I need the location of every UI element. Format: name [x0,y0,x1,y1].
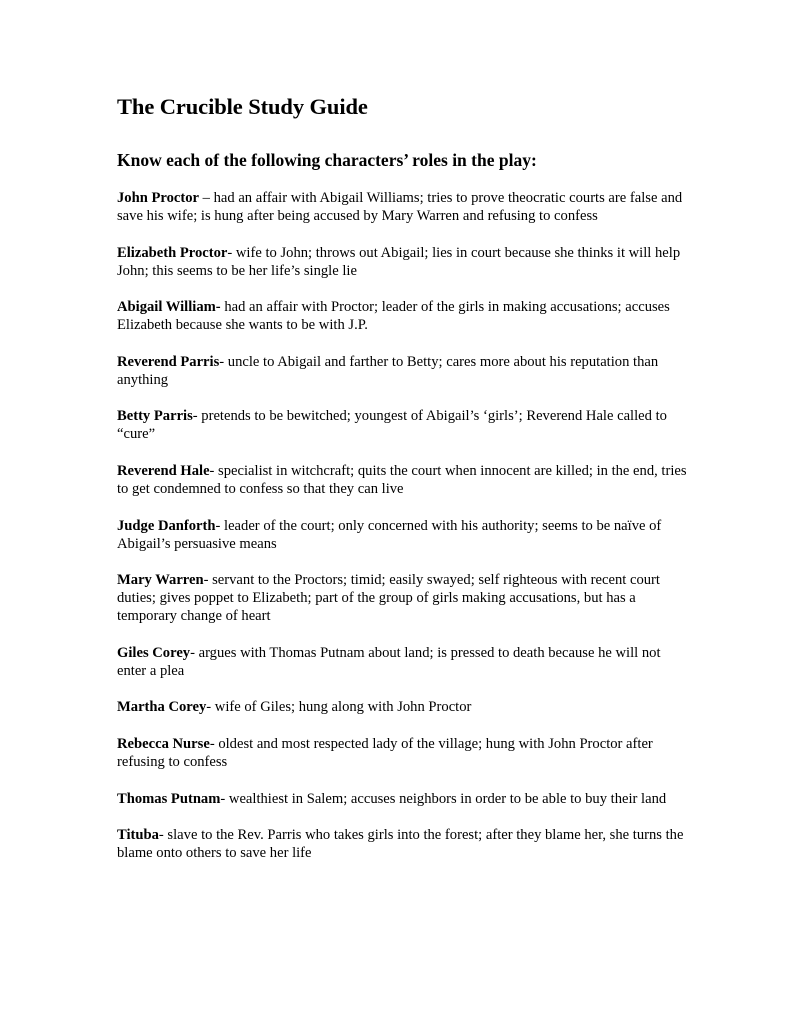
character-entry-giles-corey [117,644,687,680]
character-description: - wife of Giles; hung along with John Proctor [206,699,472,716]
section-heading: Know each of the following characters’ roles in the play: [117,150,537,170]
character-description: – had an affair with Abigail Williams; tries to prove theocratic courts are false and save his wife; is hung after being accused by Mary Warren and refusing to confess [117,190,683,224]
character-entry-mary-warren [117,571,687,625]
character-entry-thomas-putnam [117,790,687,808]
character-entry-judge-danforth [117,517,687,553]
character-name: Abigail William- [117,299,221,316]
character-entry-elizabeth-proctor [117,244,687,280]
character-description: - wealthiest in Salem; accuses neighbors in order to be able to buy their land [220,790,667,807]
character-description: had an affair with Proctor; leader of the girls in making accusations; accuses Elizabeth because she wants to be with J.P. [117,299,670,334]
character-description: - slave to the Rev. Parris who takes girls into the forest; after they blame her, she turns the blame onto others to save her life [117,827,684,862]
character-description: - uncle to Abigail and farther to Betty; cares more about his reputation than anything [117,353,659,388]
character-name: Mary Warren [117,572,204,589]
character-entry-reverend-hale [117,462,687,498]
character-entry-betty-parris [117,407,687,443]
character-description: - pretends to be bewitched; youngest of Abigail’s ‘girls’; Reverend Hale called to “cure” [117,408,667,443]
character-name: Reverend Hale [117,462,210,479]
character-entry-rebecca-nurse [117,735,687,771]
character-name: Giles Corey [117,644,191,661]
character-name: Thomas Putnam [117,790,221,807]
character-entry-martha-corey [117,698,687,716]
character-name: Martha Corey [117,699,207,716]
character-name: Tituba [117,827,159,844]
character-name: John Proctor [117,190,200,206]
character-description: - oldest and most respected lady of the village; hung with John Proctor after refusing to confess [117,735,653,770]
document-page [117,91,687,881]
character-description: - servant to the Proctors; timid; easily swayed; self righteous with recent court duties; gives poppet to Elizabeth; part of the group of girls making accusations, but has a temporary change of heart [117,572,660,625]
character-description: - specialist in witchcraft; quits the court when innocent are killed; in the end, tries to get condemned to confess so that they can live [117,462,687,497]
character-name: Reverend Parris [117,353,220,370]
character-entry-abigail-williams [117,298,687,334]
character-name: Betty Parris [117,408,193,425]
character-entry-tituba [117,826,687,862]
character-entry-reverend-parris [117,353,687,389]
character-description: - wife to John; throws out Abigail; lies in court because she thinks it will help John; this seems to be her life’s single lie [117,244,681,279]
character-entry-john-proctor [117,189,687,225]
character-name: Elizabeth Proctor [117,244,228,261]
character-list [117,189,687,862]
page-title: The Crucible Study Guide [117,94,368,119]
character-description: - leader of the court; only concerned with his authority; seems to be naïve of Abigail’s persuasive means [117,517,662,552]
character-description: - argues with Thomas Putnam about land; is pressed to death because he will not enter a plea [117,644,661,679]
character-name: Judge Danforth [117,517,216,534]
character-name: Rebecca Nurse [117,735,210,752]
